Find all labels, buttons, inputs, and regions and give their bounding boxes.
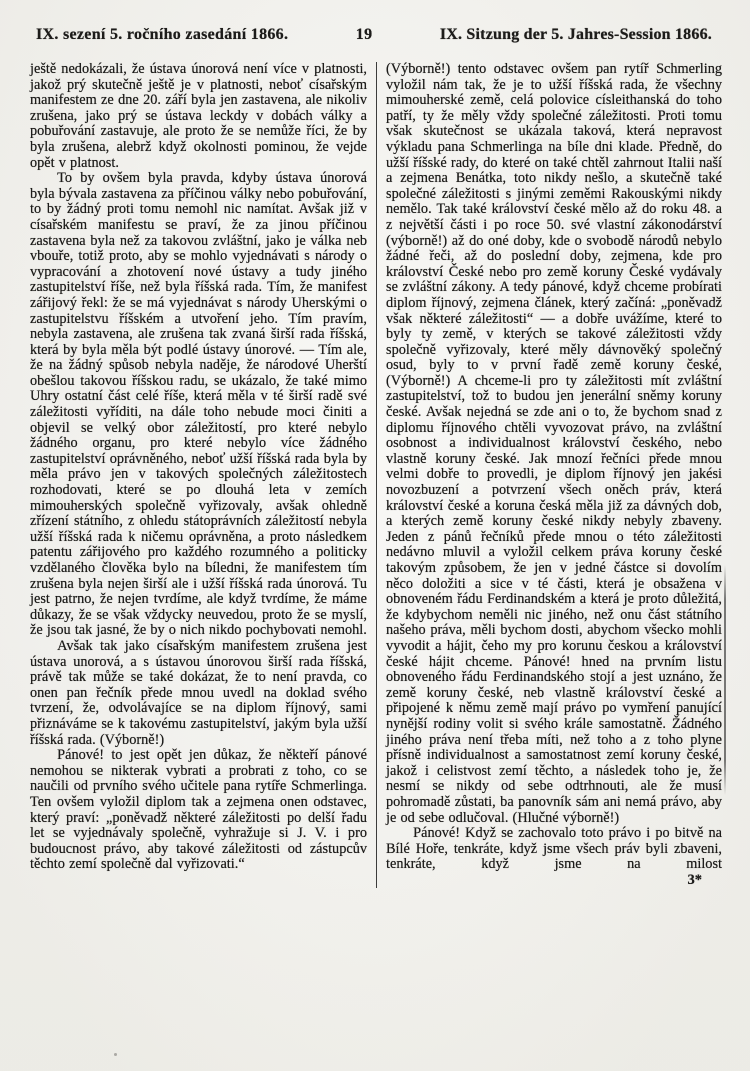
paragraph: Pánové! Když se zachovalo toto právo i po bitvě na Bílé Hoře, tenkráte, když jsme všech práv byli zbaveni, tenkráte, když jsme na milost <box>386 825 722 873</box>
paragraph: Avšak tak jako císařským manifestem zrušena jest ústava unorová, a s ústavou únorovou širší rada říšská, právě tak může se také dokázat, že to není pravda, co onen pan řečník přede mnou uvedl na doklad svého tvrzení, že, odvolávajíce se na diplom říjnový, sami přiznáváme se k takovému zastupitelství, jakým byla užší říšská rada. (Výborně!) <box>30 637 367 748</box>
left-column <box>30 62 376 888</box>
right-column <box>376 62 722 888</box>
header-title-german: IX. Sitzung der 5. Jahres-Session 1866. <box>439 26 712 43</box>
text-columns <box>30 62 722 888</box>
paragraph: Pánové! to jest opět jen důkaz, že někteří pánové nemohou se nikterak vybrati a probrati z toho, co se naučili od prvního svého učitele pana rytíře Schmerlinga. Ten ovšem vyložil diplom tak a zejmena onen odstavec, který praví: „poněvadž některé záležitosti po delší řadu let se vyjednávaly společně, vyhražuje si J. V. i pro budoucnost právo, aby takové záležitosti od zástupcův těchto zemí společně dal vyřizovati.“ <box>30 747 367 873</box>
page-header <box>36 26 712 44</box>
signature-mark: 3* <box>687 871 702 888</box>
page-edge-shadow <box>724 565 726 795</box>
paragraph: (Výborně!) tento odstavec ovšem pan rytíř Schmerling vyložil nám tak, že je to užší říšská rada, že všechny mimouherské země, celá polovice císleithanská do toho patří, ty že měly vždy společné záležitosti. Proti tomu však skutečnost se ukázala taková, která nepravost výkladu pana Schmerlinga na bíle dni klade. Předně, do užší říšské rady, do které on také chtěl zahrnout Italii naší a zejmena Benátka, toto nikdy nešlo, a skutečně také společné záležitosti s jinými zeměmi Rakouskými nikdy nemělo. Tak také království české mělo až do roku 48. a z největší části i po roce 50. své vlastní zákonodárství (výborně!) až do oné doby, kde o svobodě národů nebylo žádné řeči, až do poslední doby, zejmena, kde pro království České nebo pro země koruny České vydávaly se zvláštní zákony. A tedy pánové, když chceme probírati diplom říjnový, zejmena článek, který začíná: „poněvadž však některé záležitosti“ — a dobře uvážíme, které to byly ty země, v kterých se takové záležitosti vždy společně vyřizovaly, které měly dávnověký společný osud, byly to v první řadě země koruny české, (Výborně!) A chceme-li pro ty záležitosti mít zvláštní zastupitelství, tož to budou jen jenerální sněmy koruny české. Avšak nejedná se zde ani o to, že bychom snad z diplomu říjnového chtěli vyvozovat právo, na zvláštní osobnost a individualnost království českého, nebo vlastně koruny české. Jak mnozí řečníci přede mnou velmi dobře to provedli, je diplom říjnový jen jakési novozbuzení a potvrzení všech oněch práv, která království české a koruna česká měla již za dávných dob, a kterých země koruny české nikdy nebyly zbaveny. Jeden z pánů řečníků přede mnou o této záležitosti nedávno mluvil a vyložil celkem práva koruny české takovým způsobem, že jen v jedné částce si dovolím něco doložiti a sice v té části, která je obsažena v obnoveném řádu Ferdinandském a která je proto důležitá, že kdybychom neměli nic jiného, než onu část státního našeho práva, měli bychom dosti, abychom všecko mohli vyvodit a hájit, čeho my pro korunu českou a království české hájit chceme. Pánové! hned na prvním listu obnoveného řádu Ferdinandského stojí a jest uznáno, že země koruny české, neb vlastně království české a připojené k němu země mají právo po vymření panující nynější rodiny volit si svého krále samostatně. Žádného jiného práva není třeba míti, než toho a z toho plyne přísně individualnost a samostatnost zemí koruny české, jakož i celistvost zemí těchto, a následek toho je, že nesmí se nikdy od sebe odtrhnouti, ale že musí pohromadě zůstati, ba panovník sám ani nemá právo, aby je od sebe odlučoval. (Hlučné výborně!) <box>386 61 722 826</box>
scan-speck <box>114 1053 117 1056</box>
page-number: 19 <box>355 26 373 43</box>
paragraph: To by ovšem byla pravda, kdyby ústava únorová byla bývala zastavena za příčinou války nebo pobuřování, to by žádný proti tomu nemohl nic namítat. Avšak již v císařském manifestu se praví, že za jinou příčinou zastavena byla než za takovou zvláštní, jako je válka neb vbouře, totiž proto, aby se mohlo vyjednávati s národy o vypracování a zhotovení nové ústavy a tudy jiného zastupitelství říše, než byla říšská rada. Tím, že manifest zářijový řekl: že se má vyjednávat s národy Uherskými o zastupitelstvu říšském a utvoření jeho. Tím pravím, nebyla zastavena, ale zrušena tak zvaná širší rada říšská, která by byla měla být podlé ústavy únorové. — Tím ale, že na žádný spůsob nebyla naděje, že národové Uherští obešlou takovou říšskou radu, se ukázalo, že také mimo Uhry ostatní část celé říše, která měla v té širší radě své záležitosti vyříditi, na dále toho nebude moci činiti a objevil se velký obor záležitostí, pro které nebylo žádného organu, pro které nebylo více žádného zastupitelství oprávněného, neboť užší říšská rada byla by měla právo jen v takových společných záležitostech rozhodovati, které se po dlouhá leta v zemích mimouherských společně vyřizovaly, avšak ohledně zřízení státního, z ohledu státoprávních záležitostí nebyla užší říšská rada k ničemu oprávněna, a proto následkem patentu zářijového pro každého rozumného a politicky vzdělaného člověka bylo na bíledni, že manifestem tím zrušena byla nejen širší ale i užší říšská rada únorová. Tu jest patrno, že nejen tvrdíme, ale když tvrdíme, že máme důkazy, že se však vždycky neuvedou, proto že se myslí, že jsou tak jasné, že by o nich nikdo pochybovati nemohl. <box>30 170 367 639</box>
header-title-czech: IX. sezení 5. ročního zasedání 1866. <box>36 26 289 43</box>
paragraph: ještě nedokázali, že ústava únorová není více v platnosti, jakož prý skutečně ještě je v platnosti, neboť císařským manifestem ze dne 20. září byla jen zastavena, ale nikoliv zrušena, jako prý se ústava leckdy v dobách války a pobuřování zastavuje, ale proto že se nemůže říci, že by byla zrušena, alebrž když okolnosti pominou, že vejde opět v platnost. <box>30 61 367 171</box>
